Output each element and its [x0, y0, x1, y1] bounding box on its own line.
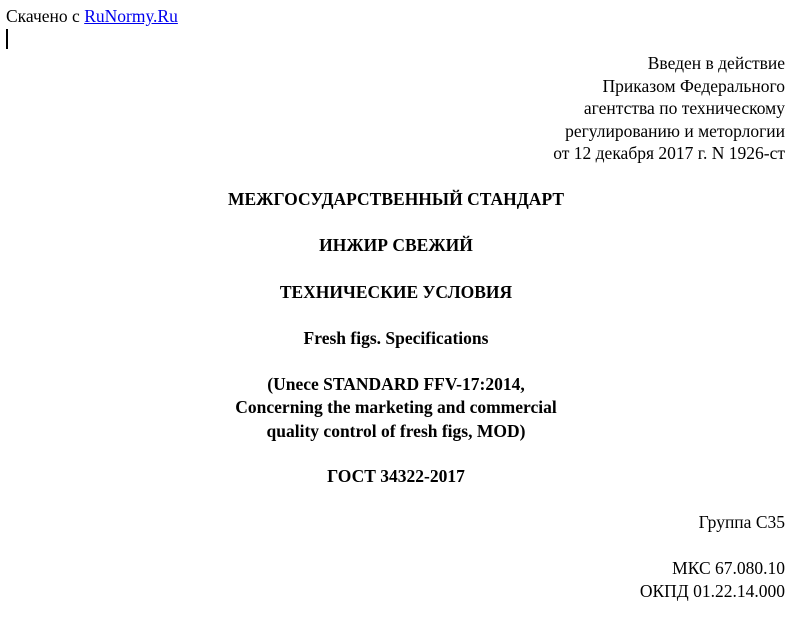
download-source-prefix: Скачено с — [6, 6, 85, 26]
unece-line-3: quality control of fresh figs, MOD) — [266, 420, 526, 441]
conditions-title: ТЕХНИЧЕСКИЕ УСЛОВИЯ — [279, 282, 513, 302]
enactment-note — [553, 52, 785, 165]
classification-codes — [640, 557, 785, 602]
download-source-line — [6, 6, 178, 26]
english-title: Fresh figs. Specifications — [303, 328, 489, 348]
enactment-line-2: Приказом Федерального — [602, 75, 785, 96]
product-title: ИНЖИР СВЕЖИЙ — [319, 235, 473, 255]
unece-line-2: Concerning the marketing and commercial — [235, 397, 557, 418]
unece-reference — [0, 373, 792, 443]
enactment-line-3: агентства по техническому — [583, 98, 785, 119]
gost-number: ГОСТ 34322-2017 — [327, 466, 465, 486]
unece-line-1: (Unece STANDARD FFV-17:2014, — [267, 374, 525, 394]
runormy-link[interactable]: RuNormy.Ru — [84, 6, 178, 26]
mks-code: МКС 67.080.10 — [672, 558, 785, 578]
standard-type-heading: МЕЖГОСУДАРСТВЕННЫЙ СТАНДАРТ — [227, 189, 565, 209]
text-cursor — [6, 29, 8, 49]
enactment-line-1: Введен в действие — [647, 53, 785, 73]
enactment-line-5: от 12 декабря 2017 г. N 1926-ст — [553, 143, 785, 164]
okpd-code: ОКПД 01.22.14.000 — [639, 580, 785, 601]
enactment-line-4: регулированию и меторлогии — [565, 120, 785, 141]
group-code: Группа С35 — [698, 512, 785, 532]
